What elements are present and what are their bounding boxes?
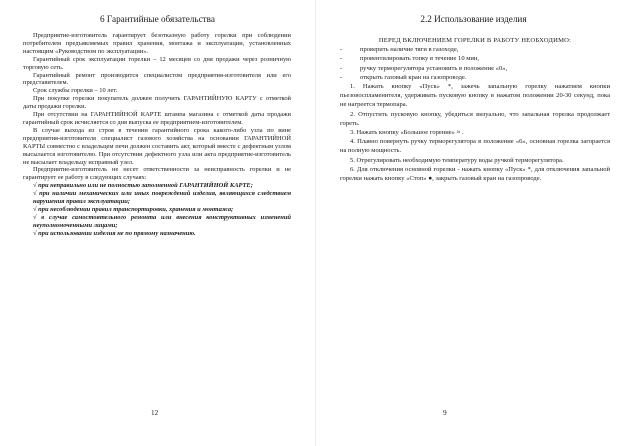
dash-bullet: -	[340, 64, 343, 72]
usage-text	[340, 36, 610, 183]
checklist-item: - ручку терморегулятора установить в положение «0»,	[340, 64, 508, 72]
step: 2. Отпустить пусковую кнопку, убедиться визуально, что запальная горелка продолжает гореть.	[340, 110, 610, 127]
dash-bullet: -	[340, 73, 343, 81]
paragraph: Срок службы горелки – 10 лет.	[33, 87, 118, 95]
left-page-title: 6 Гарантийные обязательства	[100, 14, 215, 24]
left-page-number: 12	[151, 409, 159, 417]
checklist-item: - проверить наличие тяги в газоходе,	[340, 46, 459, 54]
paragraph: Гарантийный ремонт производится специалистом предприятия-изготовителя или его представителем.	[23, 71, 291, 87]
step: 6. Для отключения основной горелки - нажать кнопку «Пуск» *, для отключения запальной горелки нажать кнопку «Стоп» ●, закрыть газовый кран на газопроводе.	[340, 165, 610, 183]
warranty-exclusion: √ в случае самостоятельного ремонта или внесения конструктивных изменений неуполномоченными лицами;	[33, 213, 291, 229]
step: 3. Нажать кнопку «Большое горение» ≈ .	[350, 129, 464, 137]
paragraph: Предприятие-изготовитель гарантирует безотказную работу горелки при соблюдении потребителем предъявляемых правил хранения, монтажа и эксплуатации, установленных настоящим «Руководством по эксплуатации».	[23, 32, 291, 55]
right-page-title: 2.2 Использование изделия	[420, 14, 527, 24]
left-page	[0, 0, 315, 446]
warranty-exclusion: √ при использовании изделия не по прямому назначению.	[33, 229, 196, 237]
dash-bullet: -	[340, 46, 343, 54]
warranty-exclusion: √ при наличии механических или иных повреждений изделия, являющихся следствием нарушения правил эксплуатации;	[33, 190, 291, 206]
paragraph: Гарантийный срок эксплуатации горелки – 12 месяцев со дня продажи через розничную торговую сеть.	[23, 55, 291, 71]
checklist-item: - открыть газовый кран на газопроводе.	[340, 73, 467, 81]
step: 4. Плавно повернуть ручку терморегулятора в положение «6», основная горелка загорается на полную мощность.	[340, 138, 610, 155]
warranty-exclusion: √ при несоблюдении правил транспортировки, хранения и монтажа;	[33, 205, 234, 213]
step: 5. Отрегулировать необходимую температуру воды ручкой терморегулятора.	[350, 156, 564, 164]
step: 1. Нажать кнопку «Пуск» *, зажечь запальную горелку нажатием кнопки пьезовоспламенителя, удерживать пусковую кнопку в нажатом положении 20-30 секунд, пока не нагреется термопара.	[340, 83, 610, 109]
dash-bullet: -	[340, 55, 343, 63]
checklist-item: - провентилировать топку в течение 10 мин,	[340, 55, 480, 63]
pre-start-heading: ПЕРЕД ВКЛЮЧЕНИЕМ ГОРЕЛКИ В РАБОТУ НЕОБХОДИМО:	[378, 37, 572, 44]
right-page-number: 9	[443, 409, 447, 417]
paragraph: При отсутствии на ГАРАНТИЙНОЙ КАРТЕ штампа магазина с отметкой даты продажи гарантийный срок исчисляется со дня выпуска ее предприятием-изготовителем.	[23, 111, 291, 126]
right-page	[316, 0, 631, 446]
warranty-exclusion: √ при неправильно или не полностью заполненной ГАРАНТИЙНОЙ КАРТЕ;	[33, 182, 253, 190]
paragraph: В случае выхода из строя в течении гарантийного срока какого-либо узла по вине предприятия-изготовителя специалист газового хозяйства на основании ГАРАНТИЙНОЙ КАРТЫ совместно с владельцем печи должен составить акт, который вместе с дефектным узлом высылается изготовителю. При отсутствии дефектного узла или акта предприятие-изготовитель не высылает владельцу исправный узел.	[23, 126, 291, 166]
paragraph: Предприятие-изготовитель не несет ответственности за неисправность горелки и не гарантирует ее работу в следующих случаях:	[23, 166, 291, 182]
warranty-text	[23, 32, 291, 238]
paragraph: При покупке горелки покупатель должен получить ГАРАНТИЙНУЮ КАРТУ с отметкой даты продажи горелки.	[23, 95, 291, 111]
